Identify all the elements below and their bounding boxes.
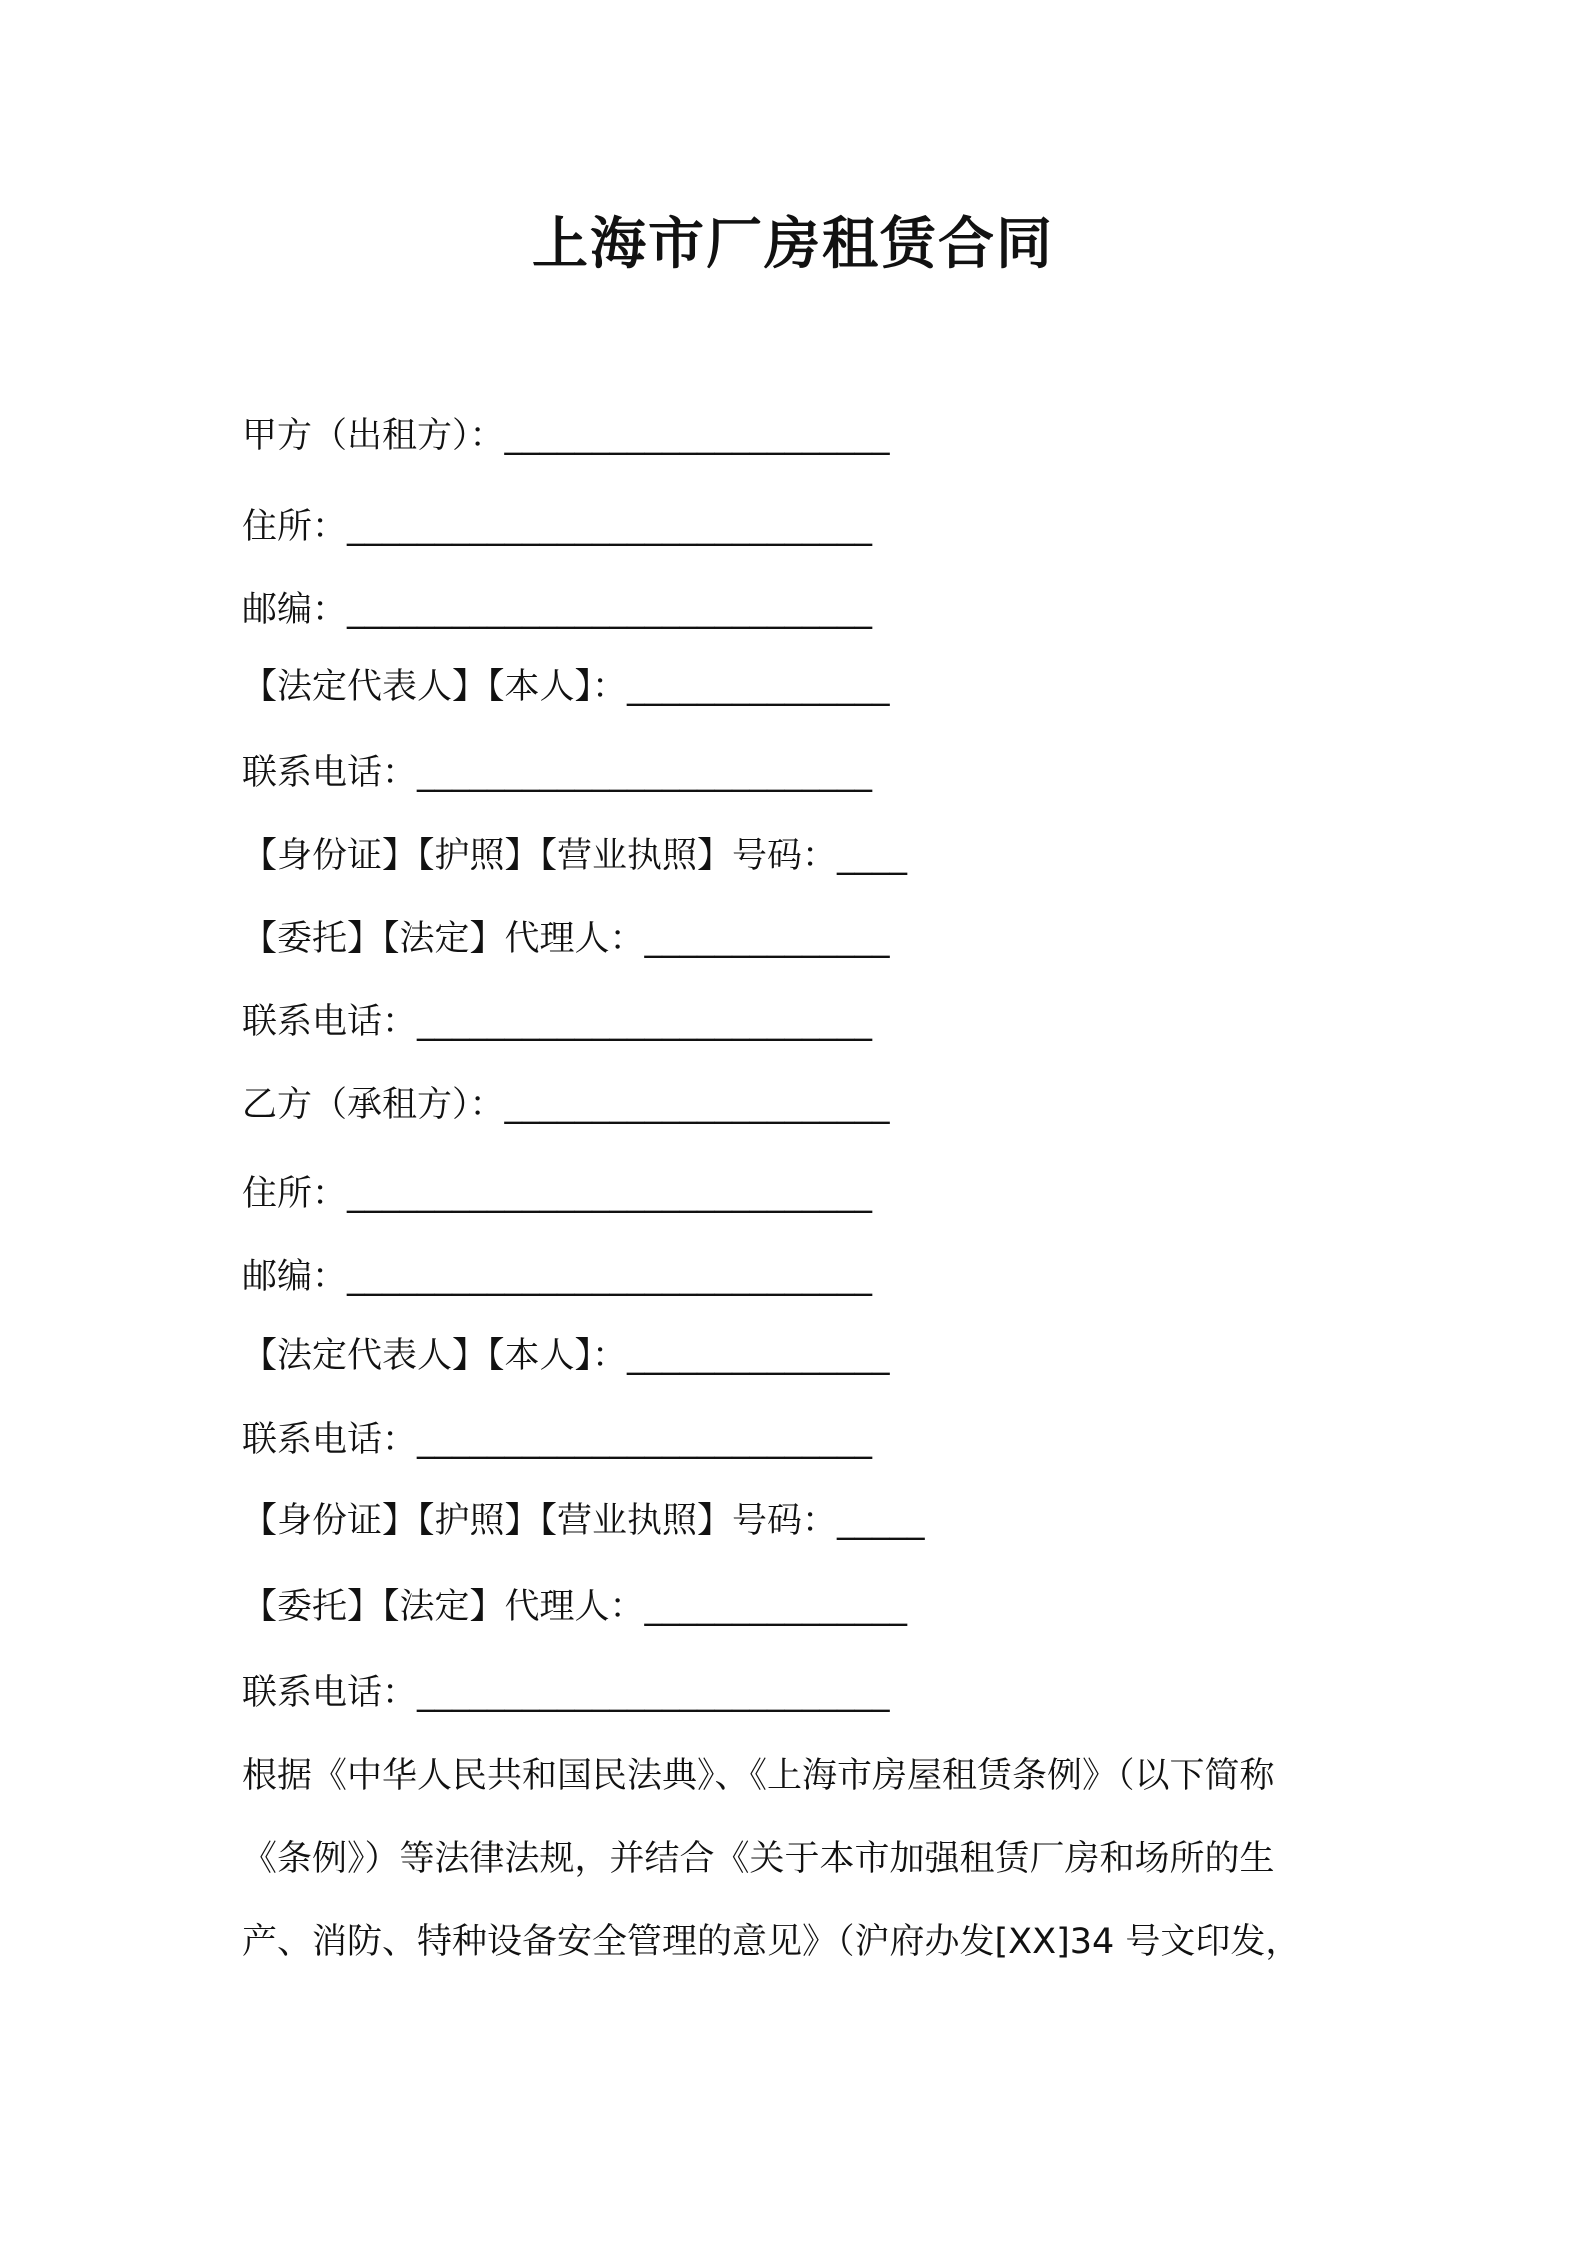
party-a-agent-field: 【委托】【法定】代理人：______________ xyxy=(242,919,890,959)
party-a-phone-field: 联系电话：__________________________ xyxy=(242,753,873,793)
party-b-agent-phone-field: 联系电话：___________________________ xyxy=(242,1673,890,1713)
preamble-line-3: 产、消防、特种设备安全管理的意见》（沪府办发[XX]34 号文印发， xyxy=(242,1922,1301,1962)
page-title: 上海市厂房租赁合同 xyxy=(532,212,1054,277)
party-b-postcode-field: 邮编：______________________________ xyxy=(242,1257,873,1297)
party-a-postcode-field: 邮编：______________________________ xyxy=(242,590,873,630)
party-b-id-field: 【身份证】【护照】【营业执照】号码：_____ xyxy=(242,1501,925,1541)
party-a-name-field: 甲方（出租方）：______________________ xyxy=(242,416,890,456)
party-a-agent-phone-field: 联系电话：__________________________ xyxy=(242,1002,873,1042)
party-a-id-field: 【身份证】【护照】【营业执照】号码：____ xyxy=(242,836,908,876)
preamble-line-1: 根据《中华人民共和国民法典》、《上海市房屋租赁条例》（以下简称 xyxy=(242,1756,1275,1796)
party-a-representative-field: 【法定代表人】【本人】：_______________ xyxy=(242,667,890,707)
party-b-agent-field: 【委托】【法定】代理人：_______________ xyxy=(242,1587,908,1627)
party-b-address-field: 住所：______________________________ xyxy=(242,1174,873,1214)
party-b-representative-field: 【法定代表人】【本人】：_______________ xyxy=(242,1336,890,1376)
party-a-address-field: 住所：______________________________ xyxy=(242,507,873,547)
preamble-line-2: 《条例》）等法律法规，并结合《关于本市加强租赁厂房和场所的生 xyxy=(242,1839,1275,1879)
party-b-name-field: 乙方（承租方）：______________________ xyxy=(242,1085,890,1125)
party-b-phone-field: 联系电话：__________________________ xyxy=(242,1420,873,1460)
